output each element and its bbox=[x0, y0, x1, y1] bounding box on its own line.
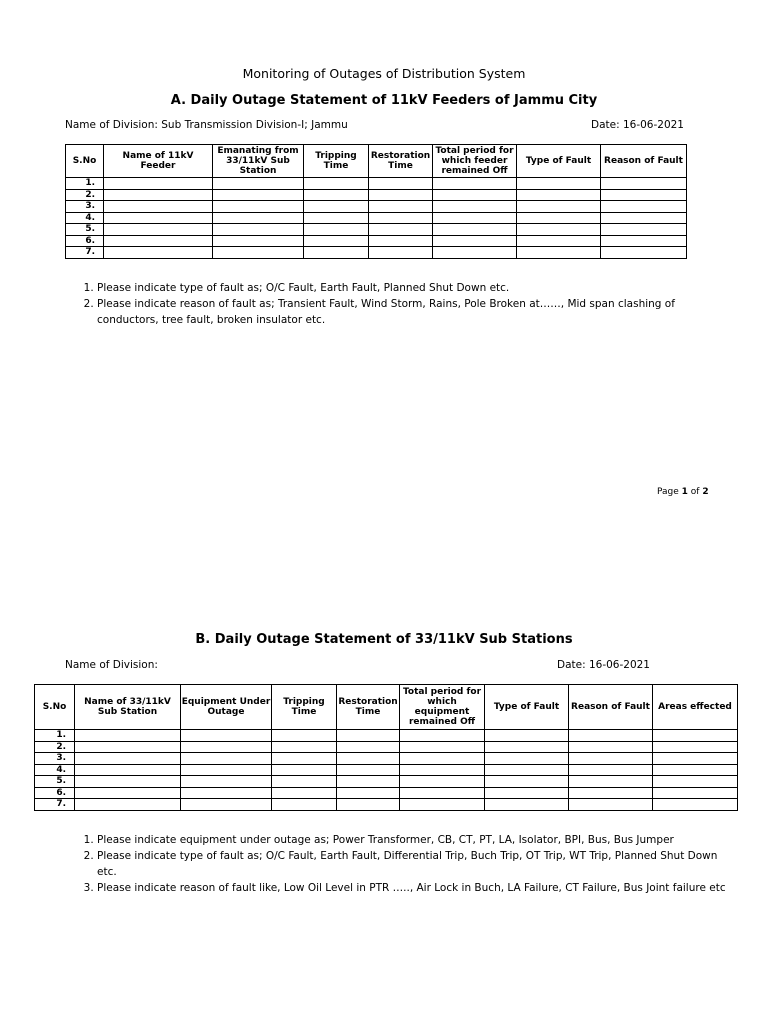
table-cell[interactable] bbox=[485, 764, 569, 776]
table-cell[interactable] bbox=[400, 741, 485, 753]
section-b-heading: B. Daily Outage Statement of 33/11kV Sub Stations bbox=[195, 632, 573, 647]
row-number: 2. bbox=[66, 189, 104, 201]
table-cell[interactable] bbox=[181, 753, 272, 765]
table-row bbox=[66, 201, 687, 213]
table-cell[interactable] bbox=[653, 741, 738, 753]
report-date: Date: 16-06-2021 bbox=[557, 659, 650, 671]
table-row bbox=[66, 247, 687, 259]
row-number: 4. bbox=[35, 764, 75, 776]
table-cell[interactable] bbox=[337, 764, 400, 776]
table-cell[interactable] bbox=[181, 799, 272, 811]
table-cell[interactable] bbox=[433, 178, 517, 190]
table-cell[interactable] bbox=[601, 224, 687, 236]
table-cell[interactable] bbox=[601, 178, 687, 190]
table-cell[interactable] bbox=[75, 776, 181, 788]
table-cell[interactable] bbox=[304, 235, 369, 247]
table-cell[interactable] bbox=[369, 247, 433, 259]
column-header: Type of Fault bbox=[517, 145, 601, 178]
table-cell[interactable] bbox=[337, 787, 400, 799]
table-cell[interactable] bbox=[75, 753, 181, 765]
table-cell[interactable] bbox=[304, 247, 369, 259]
table-cell[interactable] bbox=[104, 247, 213, 259]
table-cell[interactable] bbox=[400, 753, 485, 765]
table-cell[interactable] bbox=[601, 189, 687, 201]
table-cell[interactable] bbox=[104, 189, 213, 201]
table-row bbox=[66, 212, 687, 224]
table-cell[interactable] bbox=[369, 178, 433, 190]
table-cell[interactable] bbox=[653, 776, 738, 788]
table-cell[interactable] bbox=[181, 764, 272, 776]
table-cell[interactable] bbox=[517, 178, 601, 190]
table-cell[interactable] bbox=[104, 201, 213, 213]
row-number: 3. bbox=[35, 753, 75, 765]
table-cell[interactable] bbox=[400, 764, 485, 776]
table-cell[interactable] bbox=[337, 776, 400, 788]
row-number: 3. bbox=[66, 201, 104, 213]
table-cell[interactable] bbox=[485, 730, 569, 742]
table-cell[interactable] bbox=[569, 730, 653, 742]
report-date: Date: 16-06-2021 bbox=[591, 119, 684, 131]
table-cell[interactable] bbox=[213, 247, 304, 259]
table-cell[interactable] bbox=[75, 764, 181, 776]
table-cell[interactable] bbox=[485, 799, 569, 811]
table-row bbox=[35, 776, 738, 788]
table-cell[interactable] bbox=[433, 201, 517, 213]
column-header: Reason of Fault bbox=[569, 685, 653, 730]
table-cell[interactable] bbox=[181, 787, 272, 799]
column-header: S.No bbox=[35, 685, 75, 730]
note-item: 1. Please indicate equipment under outage as; Power Transformer, CB, CT, PT, LA, Isolator, BPI, Bus, Bus Jumper bbox=[97, 832, 737, 848]
table-cell[interactable] bbox=[75, 741, 181, 753]
table-cell[interactable] bbox=[104, 224, 213, 236]
table-cell[interactable] bbox=[181, 730, 272, 742]
column-header: Restoration Time bbox=[369, 145, 433, 178]
row-number: 7. bbox=[35, 799, 75, 811]
table-cell[interactable] bbox=[272, 741, 337, 753]
table-cell[interactable] bbox=[272, 799, 337, 811]
column-header: Reason of Fault bbox=[601, 145, 687, 178]
table-cell[interactable] bbox=[517, 235, 601, 247]
table-cell[interactable] bbox=[337, 730, 400, 742]
table-cell[interactable] bbox=[653, 764, 738, 776]
table-row bbox=[66, 189, 687, 201]
table-row bbox=[35, 764, 738, 776]
note-item: 2. Please indicate type of fault as; O/C Fault, Earth Fault, Differential Trip, Buch Trip, OT Trip, WT Trip, Planned Shut Down etc. bbox=[97, 848, 737, 880]
table-cell[interactable] bbox=[569, 753, 653, 765]
page-label: Page bbox=[657, 487, 682, 497]
table-cell[interactable] bbox=[601, 201, 687, 213]
row-number: 5. bbox=[35, 776, 75, 788]
note-item: 1. Please indicate type of fault as; O/C Fault, Earth Fault, Planned Shut Down etc. bbox=[97, 280, 737, 296]
table-cell[interactable] bbox=[369, 212, 433, 224]
table-cell[interactable] bbox=[517, 224, 601, 236]
table-cell[interactable] bbox=[75, 787, 181, 799]
table-cell[interactable] bbox=[601, 247, 687, 259]
feeder-notes-list bbox=[65, 280, 737, 328]
division-name: Name of Division: bbox=[65, 659, 158, 671]
table-cell[interactable] bbox=[653, 730, 738, 742]
table-cell[interactable] bbox=[181, 776, 272, 788]
table-cell[interactable] bbox=[433, 189, 517, 201]
table-cell[interactable] bbox=[400, 799, 485, 811]
row-number: 5. bbox=[66, 224, 104, 236]
page-total: 2 bbox=[702, 487, 709, 497]
substation-outage-table bbox=[34, 684, 738, 811]
table-cell[interactable] bbox=[517, 212, 601, 224]
table-cell[interactable] bbox=[104, 212, 213, 224]
table-cell[interactable] bbox=[104, 235, 213, 247]
note-item: 3. Please indicate reason of fault like, Low Oil Level in PTR ….., Air Lock in Buch, LA Failure, CT Failure, Bus Joint failure etc bbox=[97, 880, 737, 896]
table-cell[interactable] bbox=[181, 741, 272, 753]
table-cell[interactable] bbox=[433, 212, 517, 224]
table-cell[interactable] bbox=[485, 787, 569, 799]
row-number: 1. bbox=[35, 730, 75, 742]
column-header: Areas effected bbox=[653, 685, 738, 730]
division-name: Name of Division: Sub Transmission Division-I; Jammu bbox=[65, 119, 348, 131]
table-cell[interactable] bbox=[304, 178, 369, 190]
column-header: Tripping Time bbox=[272, 685, 337, 730]
table-cell[interactable] bbox=[272, 764, 337, 776]
table-cell[interactable] bbox=[653, 787, 738, 799]
table-cell[interactable] bbox=[433, 247, 517, 259]
table-cell[interactable] bbox=[272, 753, 337, 765]
table-cell[interactable] bbox=[653, 753, 738, 765]
table-cell[interactable] bbox=[213, 189, 304, 201]
table-cell[interactable] bbox=[569, 764, 653, 776]
table-cell[interactable] bbox=[75, 730, 181, 742]
table-row bbox=[35, 787, 738, 799]
table-cell[interactable] bbox=[517, 189, 601, 201]
table-cell[interactable] bbox=[213, 224, 304, 236]
page-of-label: of bbox=[687, 487, 703, 497]
table-row bbox=[66, 235, 687, 247]
table-cell[interactable] bbox=[213, 235, 304, 247]
table-cell[interactable] bbox=[433, 235, 517, 247]
table-cell[interactable] bbox=[304, 189, 369, 201]
page-number bbox=[657, 487, 709, 497]
table-cell[interactable] bbox=[517, 201, 601, 213]
column-header: Equipment Under Outage bbox=[181, 685, 272, 730]
page-current: 1 bbox=[681, 487, 688, 497]
column-header: Name of 33/11kV Sub Station bbox=[75, 685, 181, 730]
column-header: Name of 11kV Feeder bbox=[104, 145, 213, 178]
table-row bbox=[35, 730, 738, 742]
table-cell[interactable] bbox=[213, 212, 304, 224]
row-number: 6. bbox=[66, 235, 104, 247]
column-header: Type of Fault bbox=[485, 685, 569, 730]
table-cell[interactable] bbox=[569, 741, 653, 753]
table-cell[interactable] bbox=[272, 776, 337, 788]
row-number: 2. bbox=[35, 741, 75, 753]
row-number: 6. bbox=[35, 787, 75, 799]
note-item: 2. Please indicate reason of fault as; Transient Fault, Wind Storm, Rains, Pole Broken at……, Mid span clashing of conductors, tree fault, broken insulator etc. bbox=[97, 296, 737, 328]
table-row bbox=[35, 799, 738, 811]
table-cell[interactable] bbox=[400, 787, 485, 799]
table-cell[interactable] bbox=[304, 224, 369, 236]
document-title: Monitoring of Outages of Distribution System bbox=[242, 66, 526, 81]
table-row bbox=[66, 224, 687, 236]
row-number: 4. bbox=[66, 212, 104, 224]
substation-notes-list bbox=[65, 832, 737, 896]
table-cell[interactable] bbox=[569, 776, 653, 788]
table-cell[interactable] bbox=[601, 212, 687, 224]
feeder-outage-table bbox=[65, 144, 687, 259]
table-cell[interactable] bbox=[569, 787, 653, 799]
table-cell[interactable] bbox=[213, 178, 304, 190]
column-header: Total period for which equipment remained Off bbox=[400, 685, 485, 730]
table-cell[interactable] bbox=[517, 247, 601, 259]
table-cell[interactable] bbox=[433, 224, 517, 236]
table-cell[interactable] bbox=[369, 224, 433, 236]
table-cell[interactable] bbox=[369, 189, 433, 201]
table-row bbox=[35, 741, 738, 753]
column-header: S.No bbox=[66, 145, 104, 178]
table-cell[interactable] bbox=[369, 201, 433, 213]
table-cell[interactable] bbox=[601, 235, 687, 247]
table-cell[interactable] bbox=[272, 787, 337, 799]
column-header: Emanating from 33/11kV Sub Station bbox=[213, 145, 304, 178]
table-cell[interactable] bbox=[485, 776, 569, 788]
table-cell[interactable] bbox=[104, 178, 213, 190]
table-cell[interactable] bbox=[272, 730, 337, 742]
table-cell[interactable] bbox=[337, 799, 400, 811]
table-cell[interactable] bbox=[337, 741, 400, 753]
column-header: Tripping Time bbox=[304, 145, 369, 178]
row-number: 1. bbox=[66, 178, 104, 190]
table-cell[interactable] bbox=[653, 799, 738, 811]
table-cell[interactable] bbox=[213, 201, 304, 213]
table-cell[interactable] bbox=[337, 753, 400, 765]
table-cell[interactable] bbox=[485, 753, 569, 765]
table-cell[interactable] bbox=[304, 212, 369, 224]
column-header: Total period for which feeder remained Off bbox=[433, 145, 517, 178]
table-cell[interactable] bbox=[400, 776, 485, 788]
table-row bbox=[35, 753, 738, 765]
table-cell[interactable] bbox=[400, 730, 485, 742]
table-cell[interactable] bbox=[304, 201, 369, 213]
table-row bbox=[66, 178, 687, 190]
table-cell[interactable] bbox=[75, 799, 181, 811]
table-cell[interactable] bbox=[569, 799, 653, 811]
column-header: Restoration Time bbox=[337, 685, 400, 730]
table-cell[interactable] bbox=[369, 235, 433, 247]
row-number: 7. bbox=[66, 247, 104, 259]
section-a-heading: A. Daily Outage Statement of 11kV Feeders of Jammu City bbox=[170, 93, 598, 108]
table-cell[interactable] bbox=[485, 741, 569, 753]
